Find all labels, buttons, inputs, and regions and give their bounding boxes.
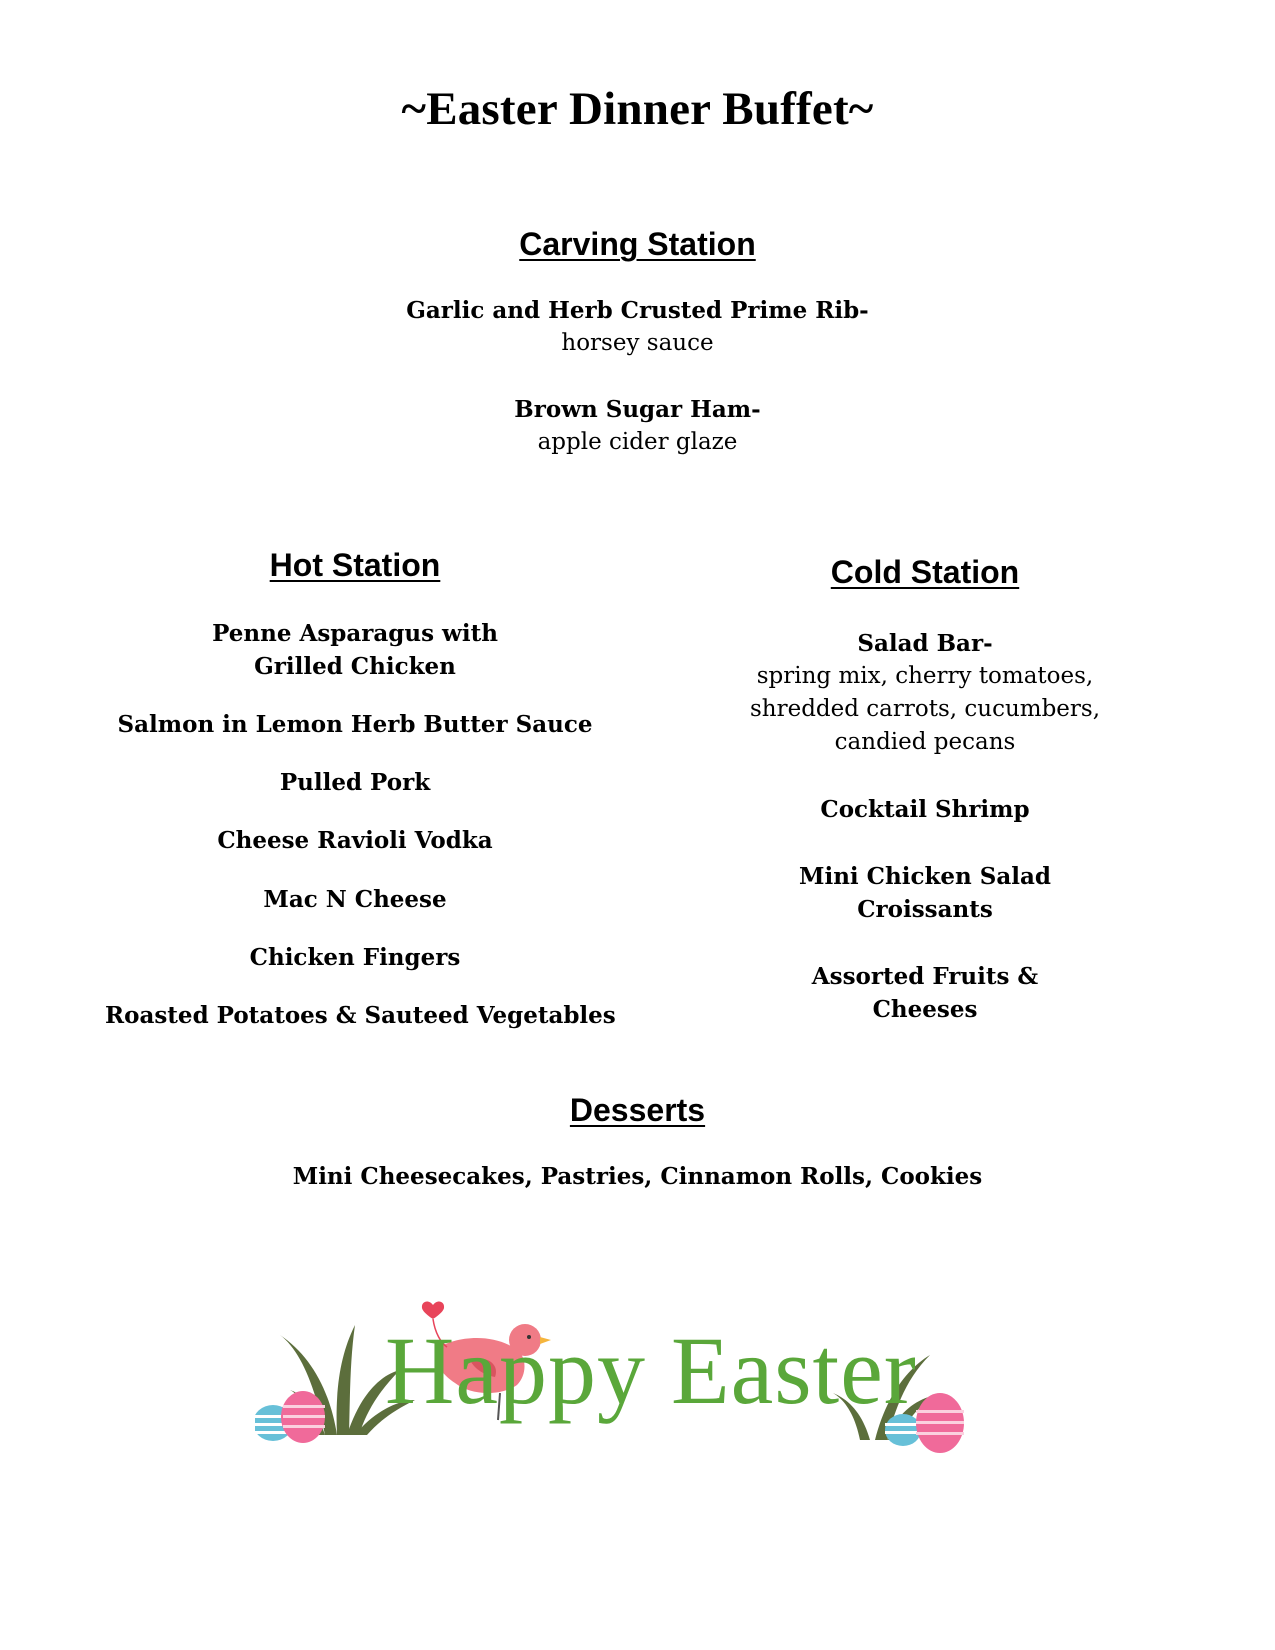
menu-item-desserts: Mini Cheesecakes, Pastries, Cinnamon Rolls, Cookies [292,1163,983,1190]
menu-item-desc-salad-line3: candied pecans [834,729,1016,755]
menu-item-grilled-chicken: Grilled Chicken [254,653,456,680]
happy-easter-logo [255,1295,1025,1475]
menu-item-assorted-fruits: Assorted Fruits & [811,963,1039,990]
menu-item-croissants: Croissants [857,896,993,923]
carving-station-heading: Carving Station [519,226,756,262]
page-title: ~Easter Dinner Buffet~ [401,83,874,135]
menu-item-cocktail-shrimp: Cocktail Shrimp [820,796,1030,823]
hot-station-heading: Hot Station [269,547,441,583]
menu-item-desc-apple-cider-glaze: apple cider glaze [537,429,738,455]
menu-item-desc-horsey-sauce: horsey sauce [561,330,714,356]
menu-item-prime-rib: Garlic and Herb Crusted Prime Rib- [406,297,869,324]
menu-item-desc-salad-line1: spring mix, cherry tomatoes, [756,663,1094,689]
menu-item-salmon: Salmon in Lemon Herb Butter Sauce [117,711,593,738]
menu-item-brown-sugar-ham: Brown Sugar Ham- [514,396,761,423]
menu-item-salad-bar: Salad Bar- [857,630,993,657]
menu-item-pulled-pork: Pulled Pork [279,769,431,796]
menu-item-cheeses: Cheeses [872,996,978,1023]
menu-item-chicken-fingers: Chicken Fingers [249,944,461,971]
menu-item-cheese-ravioli: Cheese Ravioli Vodka [217,827,493,854]
menu-item-roasted-potatoes: Roasted Potatoes & Sauteed Vegetables [105,1002,616,1029]
desserts-heading: Desserts [569,1092,706,1128]
happy-easter-text: Happy Easter [385,1317,917,1424]
menu-item-mini-chicken-salad: Mini Chicken Salad [799,863,1051,890]
menu-item-desc-salad-line2: shredded carrots, cucumbers, [749,696,1101,722]
cold-station-heading: Cold Station [830,554,1020,590]
menu-item-mac-n-cheese: Mac N Cheese [263,886,447,913]
menu-item-penne-asparagus: Penne Asparagus with [212,620,498,647]
